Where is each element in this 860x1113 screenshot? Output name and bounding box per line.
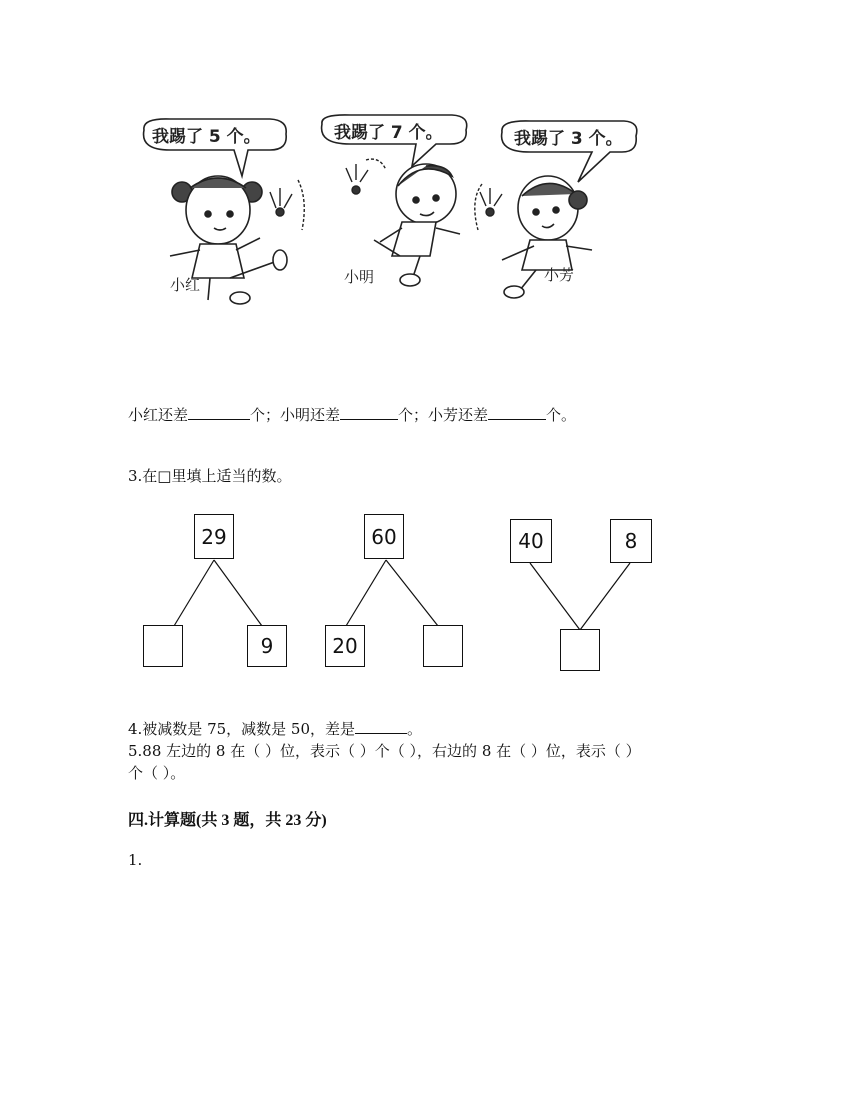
speech-text-3: 我踢了 3 个。 [514, 129, 623, 149]
q3-title: 3.在□里填上适当的数。 [128, 467, 292, 485]
q2-seg2: 个；小明还差 [250, 406, 341, 424]
name-label-xiaohong: 小红 [170, 276, 201, 294]
tree3-topright-box: 8 [610, 519, 652, 563]
tree2-right-blank-box[interactable] [423, 625, 463, 667]
q4-blank[interactable] [355, 719, 407, 734]
tree2-left-box: 20 [325, 625, 365, 667]
tree3-bottom-blank-box[interactable] [560, 629, 600, 671]
name-label-xiaoming: 小明 [344, 268, 375, 286]
q5-line1: 5.88 左边的 8 在（ ）位，表示（ ）个（ ），右边的 8 在（ ）位，表示（ ） [128, 742, 641, 760]
q2-seg1: 小红还差 [128, 406, 189, 424]
tree2-top-box: 60 [364, 514, 404, 559]
tree1-left-blank-box[interactable] [143, 625, 183, 667]
name-label-xiaofang: 小芳 [544, 266, 575, 284]
tree1-top-box: 29 [194, 514, 234, 559]
section-heading: 四.计算题(共 3 题，共 23 分) [128, 812, 327, 829]
speech-text-1: 我踢了 5 个。 [152, 127, 261, 147]
q2-seg4: 个。 [546, 406, 577, 424]
tree1-right-box: 9 [247, 625, 287, 667]
speech-text-2: 我踢了 7 个。 [334, 123, 443, 143]
item1-label: 1. [128, 851, 143, 869]
tree3-topleft-box: 40 [510, 519, 552, 563]
q2-seg3: 个；小芳还差 [398, 406, 489, 424]
q4-line [128, 719, 422, 739]
q4-text-a: 4.被减数是 75，减数是 50，差是 [128, 720, 356, 738]
q5-line2: 个（ ）。 [128, 764, 186, 782]
q4-text-b: 。 [407, 720, 423, 738]
